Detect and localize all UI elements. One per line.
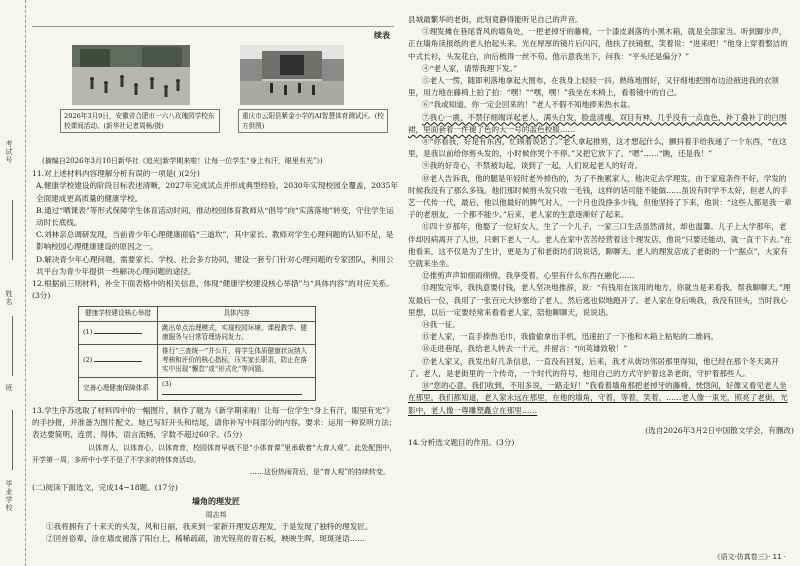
essay-paragraph: ⑯走进巷尾，我给老人转去一千元，并留言：“向英雄致敬！” [422, 344, 628, 354]
answer-line [162, 394, 302, 395]
material-source: (摘编自2026年3月10日新华社《追光|新学期来啦！让每一位学生“身上有汗，眼里有光”》) [42, 157, 323, 165]
school-label: 毕业学校 [5, 480, 13, 512]
essay-paragraph: ⑭我一征。 [422, 320, 460, 330]
binding-line [12, 410, 13, 470]
essay-source: (选自2026年3月2日中国散文学会，有删改) [645, 425, 794, 435]
q11-option-c: C.刘林亲总调研发现，当前青少年心理健康面临“三道坎”，其中家长、教师对学生心理问题的认知不足，是影响校园心理健康建设的原因之一。 [36, 230, 394, 252]
table-header-measure: 健康学校建设核心举措 [79, 307, 158, 321]
essay-title: 墙角的理发匠 [192, 497, 240, 507]
class-label: 班 [5, 384, 13, 392]
table-row [79, 321, 316, 344]
essay-paragraph: ⑨我的好奇心，不禁被勾起，谈到了一起，人们说起老人的好奇。 [422, 161, 643, 171]
essay-author: 周志邦 [205, 510, 227, 519]
table-blank-1[interactable] [79, 321, 158, 344]
essay-paragraph: ⑰老人家又，我发出好几条信息，一直没有回复，后来，我才从街坊邻居那里得知，他已经在那个冬天离开了。老人，是老街里的一个传奇，一个时代的符号，他用自己的方式守护着这条老街，守护着那些人。 [408, 356, 779, 378]
right-column [408, 0, 794, 566]
name-label: 姓名 [5, 290, 13, 306]
essay-paragraph: ⑩老人告诉我，他的腿是年轻时老外掉伤的，为了不拖累家人，他决定去学理发，由于家庭条件不好，学发的时候我没有了那么多钱。他们那时候剪头发只收一毛钱，这样的话可能不能做……虽说有时学不太好，但老人的手艺一代传一代，最后，他以他最好的脾气对人，一个月也没挣多少钱，但他坚持了下来，他说：“这些人都是我一辈子的老朋友，一个都不能少。”后来，老人家的生意逐渐好了起来。 [408, 173, 792, 220]
photo-school-recess [72, 45, 190, 105]
section-two-heading: (二)阅读下面选文，完成14~18题。(17分) [32, 483, 178, 493]
table-blank-2[interactable] [79, 345, 158, 378]
q11-stem: 11.对上述材料内容理解分析有误的一项是( )(2分) [32, 169, 200, 179]
binding-line [12, 200, 13, 260]
essay-paragraph-marked: ⑦我心一震，不禁仔细端详起老人，满头白发，脸盘清瘦，双目有神，几乎没有一点血色，补丁叠补丁的白围裙，里面套着一件褪了色的大一号的蓝色校服…… [408, 112, 787, 134]
q13-quote-start: 以体育人，以体育心，以体育育，校园体育早就不是“小体育课”里承载着“大育人观”。此处配图中，开学第一周，多所中小学不是了不学多的特体育活动。 [32, 443, 397, 464]
essay-paragraph: ④“老人家，请帮我理下发。” [422, 63, 518, 73]
binding-line [12, 316, 13, 376]
answer-line [94, 361, 142, 362]
essay-paragraph: ⑪四十岁那年，他娶了一位好女人，生了一个儿子，一家三口生活虽然清贫，却也温馨。儿子上大学那年，老伴却因病离开了人世，只剩下老人一人。老人在家中苦苦经营着这个理发店，他说“只要还能动，就一直干下去。”在他看来，这不仅是为了生计，更是为了和老街坊们说说话，聊聊天。老人的理发店成了老街的一个“据点”，大家有空就来坐坐。 [408, 222, 792, 269]
page-footer: 《语文·仿真卷三》· 11 · [713, 553, 786, 561]
left-column [32, 0, 400, 566]
photo2-caption: 重庆市云阳县紫金小学的AI智慧体育测试区。(校方供图) [238, 109, 388, 133]
essay-paragraph: ③理发摊在巷尾背风的墙角处，一把老掉牙的藤椅，一个漆皮剥落的小黑木箱，就是全部家当。听到脚步声，正在墙角读报纸的老人抬起头来。光在厚厚的镜片后闪闪，他扶了扶镜框，笑着说：“进来吧！”他身上穿着整洁的中式长衫，头发花白，向后梳得一丝不苟。他示意我坐下，问我：“平头还是偏分？” [408, 27, 788, 61]
essay-paragraph: ⑫推剪声声如细雨绵绵，我享受着，心里有什么东西在融化…… [422, 271, 635, 281]
table-cell-content: 跳出单点治理模式，实现校园环境、课程教学、健康服务与日常管理协同发力。 [158, 321, 316, 344]
q11-option-d: D.解决青少年心理问题，需要家长、学校、社会多方协同，建设一套专门针对心理问题的专家团队，利用公共平台为青少年提供一些解决心理问题的途径。 [36, 254, 394, 276]
essay-paragraph: ⑤老人一愣，随即利落地拿起大围布，在我身上轻轻一抖，熟练地围好，又仔细地把围布边沿掖进我的衣领里，用力地在藤椅上拍了拍：“嘿！”“嘿，嘿！”我坐在木椅上，看着镜中的自己。 [408, 76, 779, 98]
q14-stem: 14.分析选文题目的作用。(3分) [408, 437, 515, 447]
table-row [79, 377, 316, 400]
q13-stem: 13.学生序苏选取了材料四中的一幅图片，制作了题为《新学期来啦！让每一位学生“身上有汗，眼里有光”》的手抄报，并准备为图片配文。她已写好开头和结尾，请你补写中间部分的内容。要求：运用一种说明方法；表达要简明、连贯、得体，语言流畅，字数不超过60字。(5分) [32, 406, 397, 440]
essay-paragraph: ①我将拥有了十来天的头发，风和日丽，我来到一家新开理发店理发，于是发现了独特的理发匠。 [46, 521, 373, 531]
photo1-caption: 2026年3月9日，安徽省合肥市一六八玫瑰园学校东校课间活动。(新华社记者周畅/摄) [60, 109, 220, 133]
essay-paragraph: ⑧“你看我，好是有东西，忙顾着说话了。”老人拿起推剪，这才想起什么，颤抖着手给我递了一个东西，“在这里，是我以前给你剪头发的，小时候你哭个不停。”又把它放下了，“嗯”……“瞧，还是我！” [408, 137, 787, 159]
table-cell-content: 推行“三查统一”并公开，将学生体质健康状况纳入考核和评价的核心指标，压实家长职责，防止在落实中出现“懈怠”或“形式化”等问题。 [158, 345, 316, 378]
essay-paragraph: ②回首俗辈，涂在墙皮褪落了阳台上，稀稀疏疏，油光锃亮的青石板，映映生晖，斑斑迷语…… [46, 534, 365, 544]
essay-paragraph-underlined: ⑱“您的心意，我们收到，不用多说，一路走好！”我看着墙角那把老掉牙的藤椅，恍惚间，好像又看见老人坐在那里，我们都知道，老人家永远在那里，在他的墙角，守着，等着，笑着，……老人像一束光，照亮了老街，光影中，老人像一尊雕塑矗立在那里…… [408, 381, 788, 415]
blank-number: (2) [83, 356, 93, 365]
q11-option-a: A.健康学校建设的阶段目标表述清晰，2027年完成试点并形成典型经验，2030年实现校园全覆盖，2035年全面建成更高质量的健康学校。 [36, 181, 399, 203]
q12-stem: 12.根据前三则材料，补全下面表格中的相关信息，体现“健康学校建设核心举措”与“具体内容”的对应关系。(3分) [32, 279, 394, 301]
q13-quote-end: ……这份热闹背后，是“育人观”的持续转变。 [249, 468, 390, 477]
blank-number: (3) [162, 379, 172, 388]
table-cell-measure: 完善心理健康保障体系 [79, 377, 158, 400]
essay-paragraph: ⑮老人家，一直手捧热毛巾，我偷偷拿出手机，迅速拍了一下他和木箱上粘贴的二维码。 [422, 332, 719, 342]
essay-paragraph: ⑥“我或知道，你一定会回来的！”老人不假不知地捧来热水盆。 [422, 100, 635, 110]
q12-table [78, 306, 316, 401]
binding-strip [0, 0, 26, 566]
table-row [79, 345, 316, 378]
table-header-content: 具体内容 [158, 307, 316, 321]
table-blank-3[interactable] [158, 377, 316, 400]
photo-ai-sports-test-area [240, 45, 344, 105]
q11-option-b: B.通过“晒课表”等形式保障学生体育活动时间，推动校园体育教师从“倡导”向“实落落地”转变，守住学生运动时长底线。 [36, 205, 394, 228]
exam-number-label: 考试号 [5, 140, 13, 164]
answer-line [94, 333, 142, 334]
essay-paragraph: 县城最繁华的老街，此刻竟静得能听见自己的声音。 [408, 15, 583, 24]
blank-number: (1) [83, 328, 93, 337]
continue-label: 续表 [374, 31, 390, 40]
photo-table [32, 26, 394, 155]
essay-paragraph: ⑬理发完毕，我执意要付钱，老人坚决地推辞，说：“有钱用在该用的地方，你就当是来看我，帮我聊聊天。”理发最后一位，我用了一张百元大钞塞给了老人，然后逃也似地跑开了。老人家在身后唤我，我没有回头，当时我心里想，以后一定要经常来看看老人家，陪他聊聊天，说说话。 [408, 283, 791, 317]
